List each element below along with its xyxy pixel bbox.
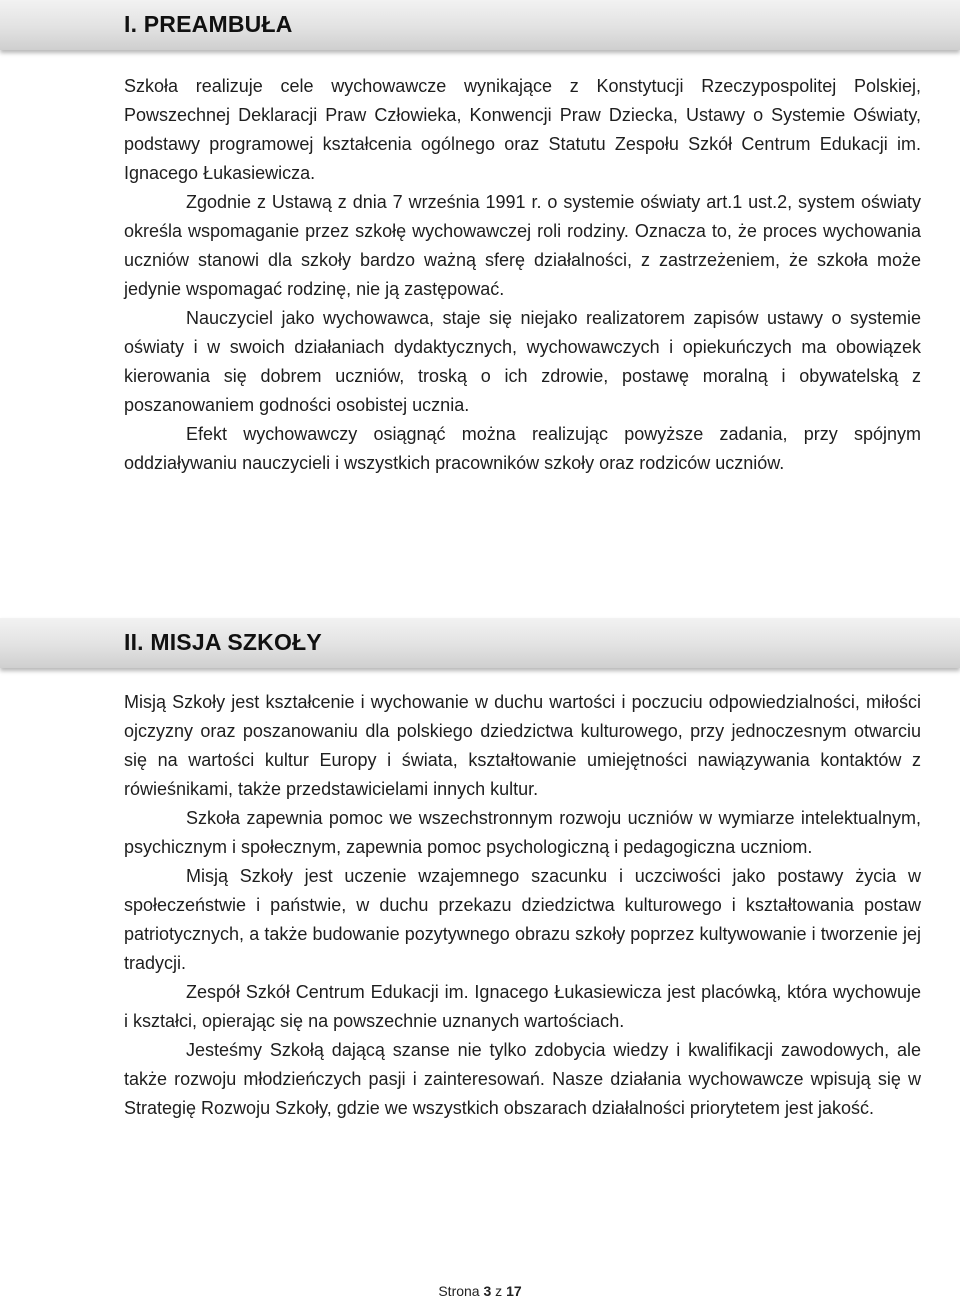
page-footer [0,1283,960,1299]
section-header-misja [0,618,960,668]
paragraph: Szkoła realizuje cele wychowawcze wynikające z Konstytucji Rzeczypospolitej Polskiej, Powszechnej Deklaracji Praw Człowieka, Konwencji Praw Dziecka, Ustawy o Systemie Oświaty, podstawy programowej kształcenia ogólnego oraz Statutu Zespołu Szkół Centrum Edukacji im. Ignacego Łukasiewicza. [124,76,921,183]
paragraph: Misją Szkoły jest kształcenie i wychowanie w duchu wartości i poczuciu odpowiedzialności, miłości ojczyzny oraz poszanowaniu dla polskiego dziedzictwa kulturowego, przy jednoczesnym otwarciu się na wartości kultur Europy i świata, kształtowanie umiejętności nawiązywania kontaktów z rówieśnikami, także przedstawicielami innych kultur. [124,692,921,799]
preambula-text [124,72,921,478]
paragraph: Efekt wychowawczy osiągnąć można realizując powyższe zadania, przy spójnym oddziaływaniu nauczycieli i wszystkich pracowników szkoły oraz rodziców uczniów. [124,424,921,473]
paragraph: Zgodnie z Ustawą z dnia 7 września 1991 r. o systemie oświaty art.1 ust.2, system oświaty określa wspomaganie przez szkołę wychowawczej roli rodziny. Oznacza to, że proces wychowania uczniów stanowi dla szkoły bardzo ważną sferę działalności, z zastrzeżeniem, że szkoła może jedynie wspomagać rodzinę, nie ją zastępować. [124,192,921,299]
page-number: 3 [483,1283,492,1299]
paragraph: Nauczyciel jako wychowawca, staje się niejako realizatorem zapisów ustawy o systemie oświaty i w swoich działaniach dydaktycznych, wychowawczych i opiekuńczych ma obowiązek kierowania się dobrem uczniów, troską o ich zdrowie, postawę moralną i obywatelską z poszanowaniem godności osobistej ucznia. [124,308,921,415]
paragraph: Zespół Szkół Centrum Edukacji im. Ignacego Łukasiewicza jest placówką, która wychowuje i kształci, opierając się na powszechnie uznanych wartościach. [124,982,921,1031]
page-label: Strona [438,1283,480,1299]
section-header-preambula [0,0,960,50]
paragraph: Misją Szkoły jest uczenie wzajemnego szacunku i uczciwości jako postawy życia w społeczeństwie i państwie, w duchu przekazu dziedzictwa kulturowego i kształtowania postaw patriotycznych, a także budowanie pozytywnego obrazu szkoły poprzez kultywowanie i tworzenie jej tradycji. [124,866,921,973]
misja-text [124,688,921,1123]
page-of-label: z [495,1283,503,1299]
section-heading: II. MISJA SZKOŁY [124,629,322,655]
paragraph: Jesteśmy Szkołą dającą szanse nie tylko zdobycia wiedzy i kwalifikacji zawodowych, ale także rozwoju młodzieńczych pasji i zainteresowań. Nasze działania wychowawcze wpisują się w Strategię Rozwoju Szkoły, gdzie we wszystkich obszarach działalności priorytetem jest jakość. [124,1040,921,1118]
paragraph: Szkoła zapewnia pomoc we wszechstronnym rozwoju uczniów w wymiarze intelektualnym, psychicznym i społecznym, zapewnia pomoc psychologiczną i pedagogiczna uczniom. [124,808,921,857]
page-total: 17 [506,1283,522,1299]
section-heading: I. PREAMBUŁA [124,11,293,37]
